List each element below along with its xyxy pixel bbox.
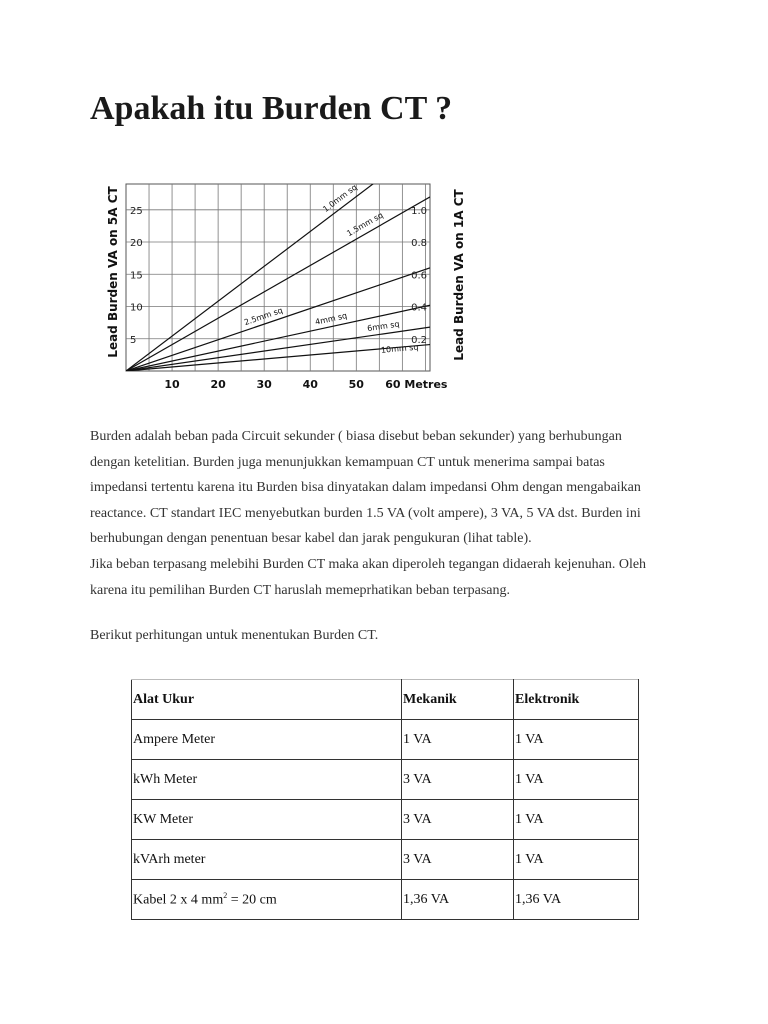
header-alat-ukur: Alat Ukur xyxy=(132,680,402,720)
y-left-tick-label: 10 xyxy=(130,302,143,314)
table-header-row xyxy=(132,680,639,720)
header-mekanik: Mekanik xyxy=(402,680,514,720)
body-paragraph xyxy=(90,424,690,603)
cell-alat xyxy=(132,880,402,920)
cell-mekanik: 3 VA xyxy=(402,800,514,840)
header-elektronik: Elektronik xyxy=(514,680,639,720)
x-tick-label: 40 xyxy=(302,378,318,391)
series-line xyxy=(126,180,407,371)
cell-alat: KW Meter xyxy=(132,800,402,840)
table-intro: Berikut perhitungan untuk menentukan Burden CT. xyxy=(90,628,379,643)
y-left-tick-label: 15 xyxy=(130,270,143,282)
page-title: Apakah itu Burden CT ? xyxy=(90,90,453,127)
y-left-tick-label: 20 xyxy=(130,238,143,250)
cable-label: Kabel 2 x 4 mm xyxy=(133,892,224,908)
series-label: 6mm sq xyxy=(366,319,401,334)
cable-label-suffix: = 20 cm xyxy=(227,892,277,908)
series-label: 2.5mm sq xyxy=(242,305,284,328)
table-row xyxy=(132,840,639,880)
paragraph-line: Burden adalah beban pada Circuit sekunder ( biasa disebut beban sekunder) yang berhubungan xyxy=(90,429,622,444)
cell-mekanik: 3 VA xyxy=(402,840,514,880)
cell-alat: Ampere Meter xyxy=(132,720,402,760)
series-label: 4mm sq xyxy=(314,311,348,327)
series-label: 1.0mm sq xyxy=(321,182,359,214)
y-right-tick-label: 0.4 xyxy=(411,302,427,314)
cell-alat: kWh Meter xyxy=(132,760,402,800)
cell-elektronik: 1,36 VA xyxy=(514,880,639,920)
y-left-tick-label: 5 xyxy=(130,334,137,346)
paragraph-line: reactance. CT standart IEC menyebutkan burden 1.5 VA (volt ampere), 3 VA, 5 VA dst. Burden ini xyxy=(90,505,641,521)
paragraph-line: Jika beban terpasang melebihi Burden CT maka akan diperoleh tegangan didaerah kejenuhan. Oleh xyxy=(90,556,647,572)
x-tick-label: 20 xyxy=(210,378,226,391)
cell-alat: kVArh meter xyxy=(132,840,402,880)
series-label: 10mm sq xyxy=(380,342,419,355)
cell-mekanik: 1 VA xyxy=(402,720,514,760)
x-tick-label: 10 xyxy=(164,378,180,391)
y-right-tick-label: 0.8 xyxy=(411,238,427,250)
paragraph-line: dengan ketelitian. Burden juga menunjukkan kemampuan CT untuk menerima sampai batas xyxy=(90,454,605,470)
table-row xyxy=(132,800,639,840)
burden-table xyxy=(131,679,639,920)
table-row xyxy=(132,720,639,760)
y-left-tick-label: 25 xyxy=(130,205,143,217)
chart-ylabel-left: Lead Burden VA on 5A CT xyxy=(106,186,120,358)
chart-frame xyxy=(126,184,430,371)
burden-chart-svg xyxy=(100,180,480,395)
y-right-tick-label: 0.6 xyxy=(411,270,427,282)
paragraph-line: impedansi tertentu karena itu Burden bisa dinyatakan dalam impedansi Ohm dengan mengabaikan xyxy=(90,480,641,496)
cell-elektronik: 1 VA xyxy=(514,840,639,880)
y-right-tick-label: 1.0 xyxy=(411,205,427,217)
series-label: 1.5mm sq xyxy=(345,210,385,239)
chart-ylabel-right: Lead Burden VA on 1A CT xyxy=(452,189,466,361)
cell-elektronik: 1 VA xyxy=(514,800,639,840)
y-right-tick-label: 0.2 xyxy=(411,334,427,346)
x-tick-label: 50 xyxy=(348,378,364,391)
cell-mekanik: 1,36 VA xyxy=(402,880,514,920)
table-row xyxy=(132,880,639,920)
cell-elektronik: 1 VA xyxy=(514,720,639,760)
cell-elektronik: 1 VA xyxy=(514,760,639,800)
x-tick-label: 30 xyxy=(256,378,272,391)
superscript: 2 xyxy=(223,890,228,900)
table-row xyxy=(132,760,639,800)
x-tick-label: 60 Metres xyxy=(385,378,448,391)
burden-chart xyxy=(100,180,480,395)
paragraph-line: karena itu pemilihan Burden CT haruslah memeprhatikan beban terpasang. xyxy=(90,582,510,598)
cell-mekanik: 3 VA xyxy=(402,760,514,800)
paragraph-line: berhubungan dengan penentuan besar kabel dan jarak pengukuran (lihat table). xyxy=(90,531,532,547)
